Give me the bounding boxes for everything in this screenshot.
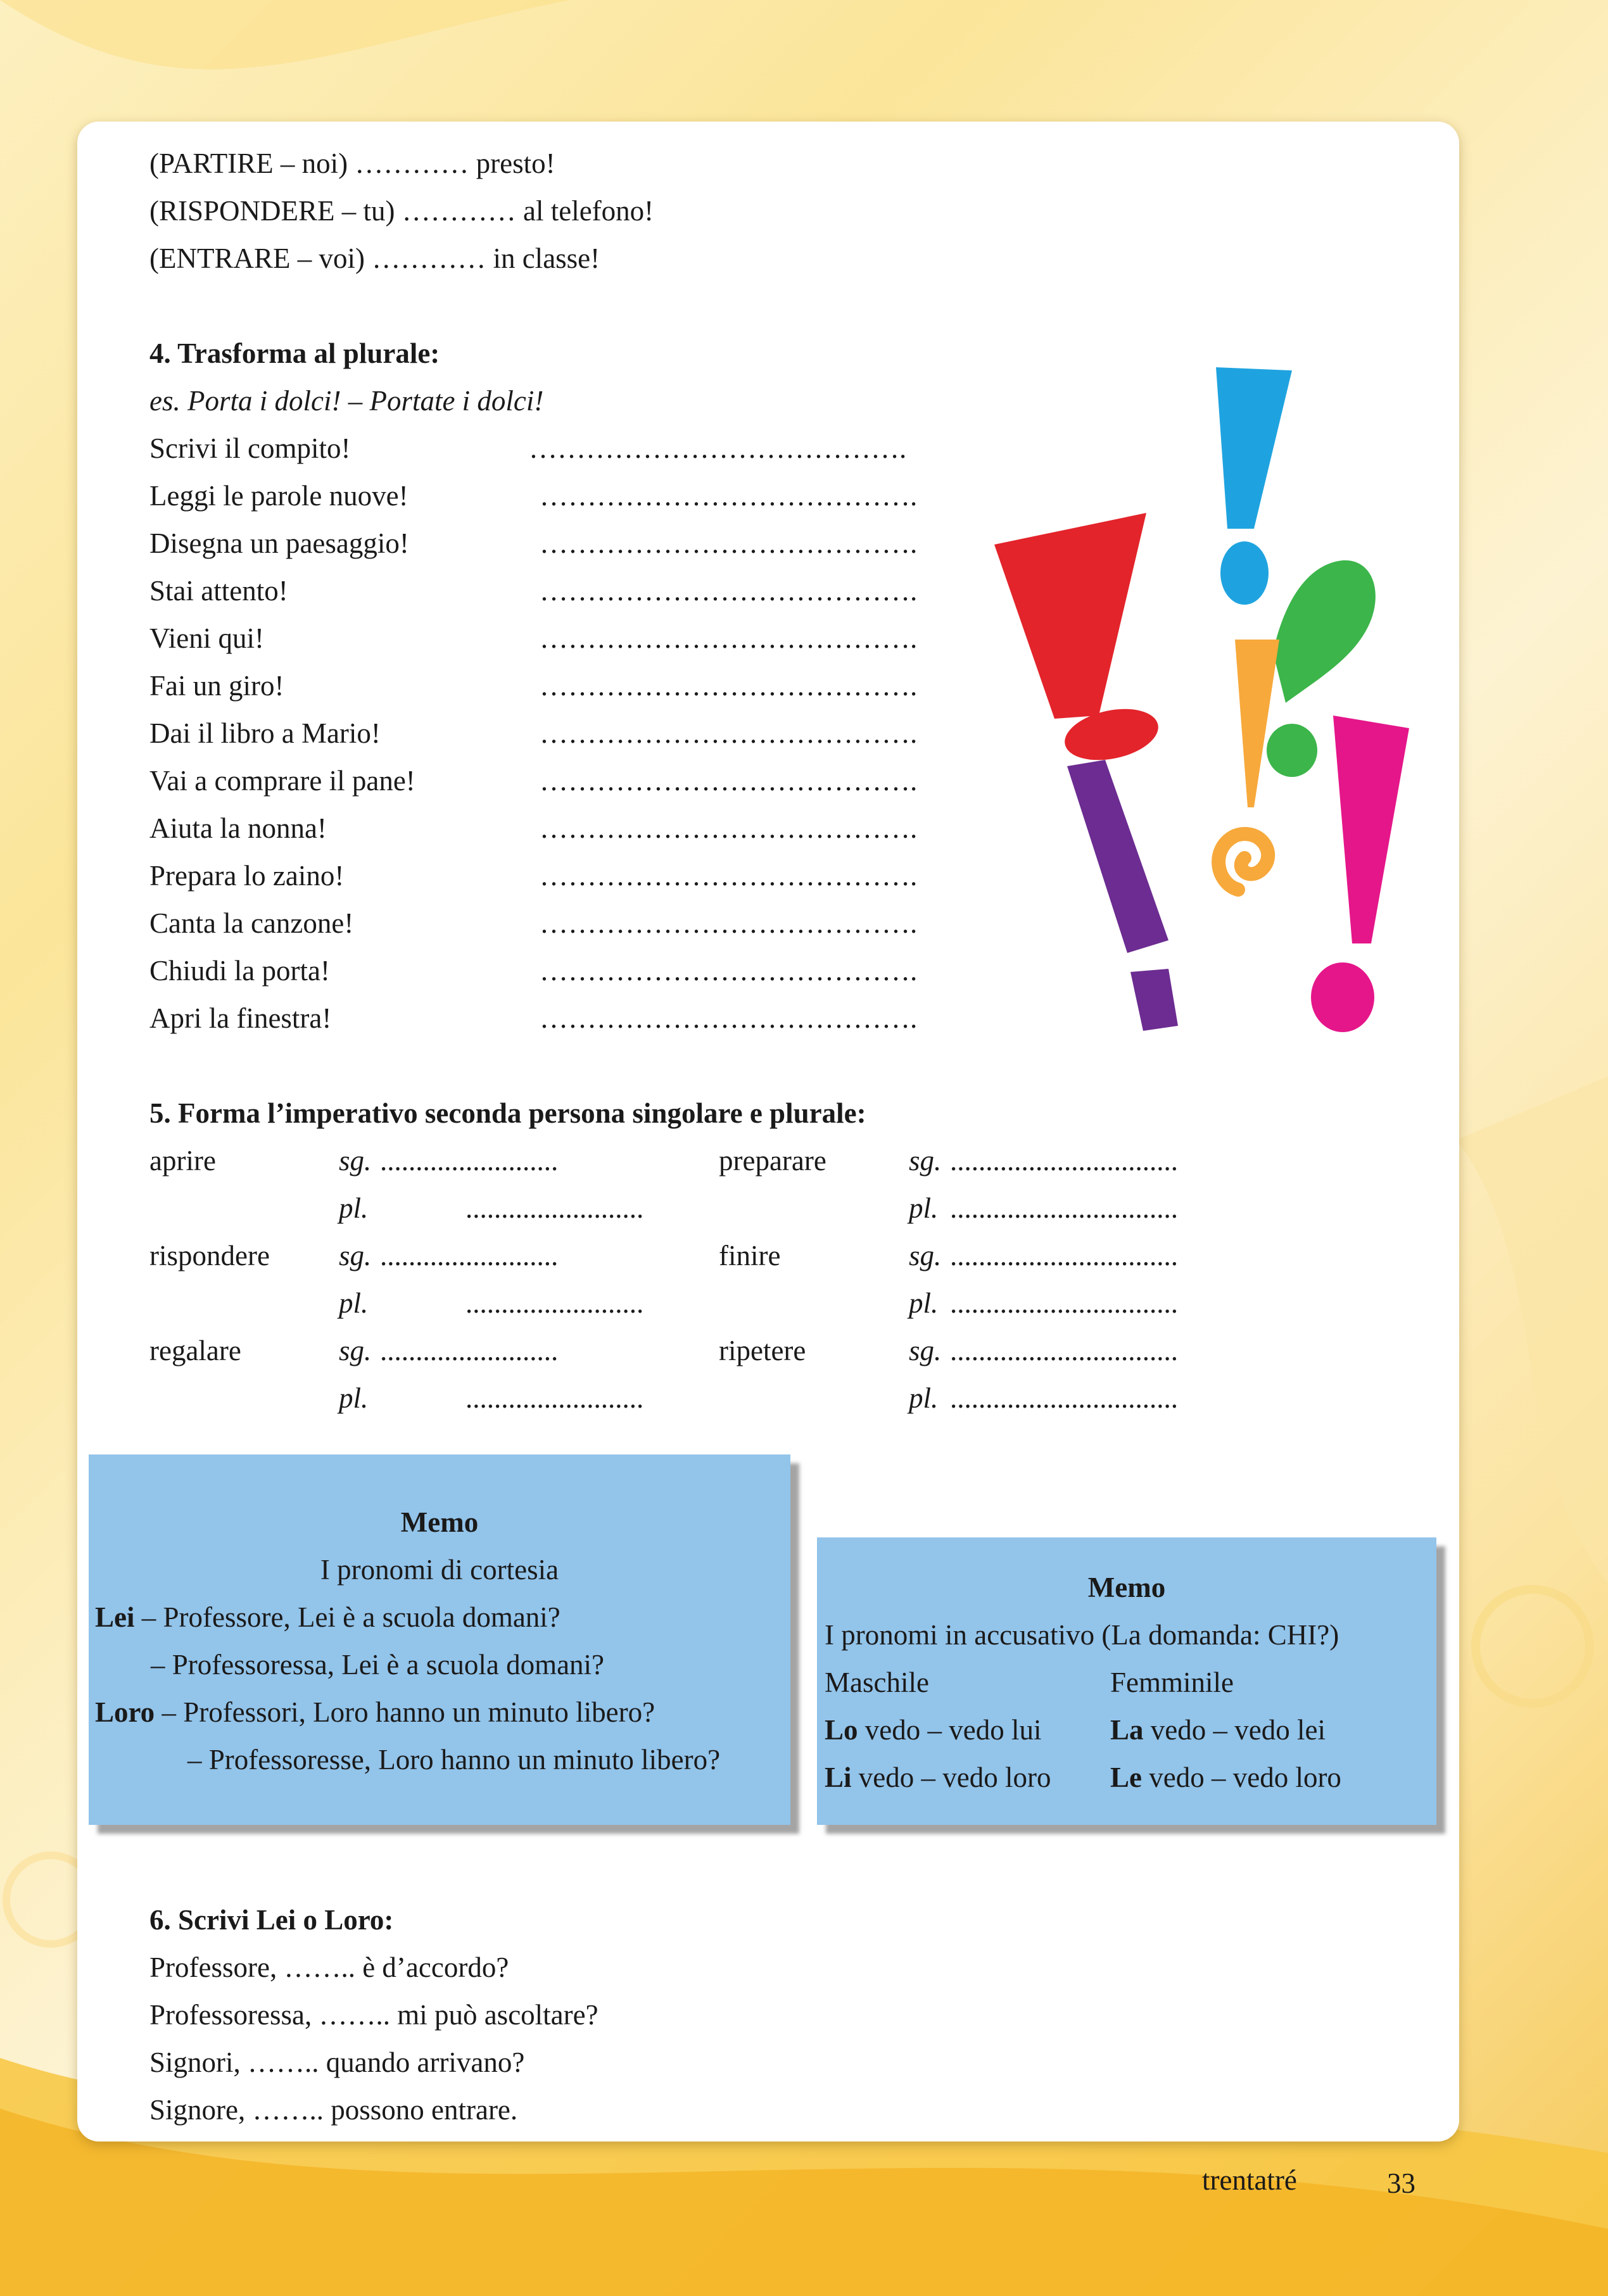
sg-label: sg. [339, 1335, 372, 1366]
pl-label: pl. [339, 1382, 369, 1414]
memo-line [95, 1599, 560, 1635]
answer-blank: …………………………………. [529, 432, 907, 464]
exercise-line: Professore, …….. è d’accordo? [149, 1952, 509, 1983]
answer-blank: …………………………………. [540, 527, 918, 559]
answer-blank: …………………………………. [540, 480, 918, 512]
pl-label: pl. [909, 1192, 939, 1224]
exercise-item: Disegna un paesaggio! [149, 527, 409, 559]
sg-label: sg. [909, 1145, 942, 1176]
verb-label: finire [719, 1240, 781, 1271]
exercise-item: Fai un giro! [149, 670, 284, 702]
memo-line [1110, 1760, 1341, 1795]
verb-label: preparare [719, 1145, 826, 1176]
answer-blank: ................................ [950, 1382, 1178, 1414]
answer-blank: …………………………………. [540, 670, 918, 702]
pl-label: pl. [909, 1382, 939, 1414]
memo-line [1110, 1712, 1326, 1748]
pronoun-label: La [1110, 1714, 1144, 1746]
pl-label: pl. [339, 1192, 369, 1224]
answer-blank: ......................... [380, 1145, 559, 1176]
pl-label: pl. [909, 1287, 939, 1319]
exercise-line: Professoressa, …….. mi può ascoltare? [149, 1999, 598, 2031]
sg-label: sg. [339, 1145, 372, 1176]
exercise-4-example: es. Porta i dolci! – Portate i dolci! [149, 385, 544, 417]
memo-text: – Professori, Loro hanno un minuto libero? [155, 1696, 655, 1728]
memo-line [825, 1712, 1041, 1748]
column-header-feminine: Femminile [1110, 1667, 1234, 1698]
exercise-item: Canta la canzone! [149, 907, 354, 939]
memo-title: Memo [400, 1506, 479, 1538]
exercise-line: Signore, …….. possono entrare. [149, 2094, 518, 2126]
answer-blank: ................................ [950, 1240, 1178, 1271]
answer-blank: …………………………………. [540, 1002, 918, 1034]
verb-label: ripetere [719, 1335, 806, 1366]
page-number: 33 [1387, 2167, 1415, 2199]
answer-blank: …………………………………. [540, 765, 918, 797]
pronoun-label: Li [825, 1762, 852, 1793]
exercise-item: Apri la finestra! [149, 1002, 332, 1034]
answer-blank: ......................... [380, 1240, 559, 1271]
memo-text: vedo – vedo loro [1142, 1762, 1341, 1793]
exercise-item: Chiudi la porta! [149, 955, 330, 987]
exercise-item: Stai attento! [149, 575, 288, 607]
answer-blank: …………………………………. [540, 860, 918, 892]
answer-blank: …………………………………. [540, 955, 918, 987]
sg-label: sg. [909, 1335, 942, 1366]
page-number-words: trentatré [1202, 2164, 1297, 2196]
column-header-masculine: Maschile [825, 1667, 929, 1698]
exercise-4-title: 4. Trasforma al plurale: [149, 337, 440, 369]
answer-blank: …………………………………. [540, 717, 918, 749]
verb-label: rispondere [149, 1240, 270, 1271]
memo-line [95, 1694, 655, 1730]
exercise-line: (ENTRARE – voi) ………… in classe! [149, 243, 600, 274]
exercise-item: Leggi le parole nuove! [149, 480, 408, 512]
answer-blank: …………………………………. [540, 622, 918, 654]
memo-text: – Professore, Lei è a scuola domani? [134, 1601, 560, 1633]
verb-label: aprire [149, 1145, 216, 1176]
pl-label: pl. [339, 1287, 369, 1319]
answer-blank: ......................... [380, 1335, 559, 1366]
exercise-item: Dai il libro a Mario! [149, 717, 381, 749]
exclamation-marks-illustration [988, 355, 1431, 1051]
answer-blank: ......................... [465, 1287, 644, 1319]
exercise-line: Signori, …….. quando arrivano? [149, 2047, 525, 2078]
exercise-item: Vai a comprare il pane! [149, 765, 415, 797]
exercise-item: Scrivi il compito! [149, 432, 351, 464]
answer-blank: …………………………………. [540, 907, 918, 939]
pronoun-label: Lo [825, 1714, 858, 1746]
exercise-5-title: 5. Forma l’imperativo seconda persona singolare e plurale: [149, 1097, 866, 1129]
answer-blank: …………………………………. [540, 575, 918, 607]
memo-text: vedo – vedo loro [851, 1762, 1051, 1793]
exercise-line: (PARTIRE – noi) ………… presto! [149, 148, 555, 179]
verb-label: regalare [149, 1335, 241, 1366]
memo-title: Memo [1087, 1572, 1166, 1603]
answer-blank: ......................... [465, 1192, 644, 1224]
answer-blank: ................................ [950, 1145, 1178, 1176]
answer-blank: …………………………………. [540, 812, 918, 844]
exercise-line: (RISPONDERE – tu) ………… al telefono! [149, 195, 654, 227]
sg-label: sg. [909, 1240, 942, 1271]
memo-subtitle: I pronomi di cortesia [320, 1554, 559, 1586]
exercise-6-title: 6. Scrivi Lei o Loro: [149, 1904, 394, 1936]
pronoun-label: Loro [95, 1696, 155, 1728]
answer-blank: ......................... [465, 1382, 644, 1414]
memo-text: vedo – vedo lui [858, 1714, 1042, 1746]
memo-line [825, 1760, 1051, 1795]
memo-subtitle: I pronomi in accusativo (La domanda: CHI?) [825, 1619, 1339, 1651]
sg-label: sg. [339, 1240, 372, 1271]
answer-blank: ................................ [950, 1335, 1178, 1366]
answer-blank: ................................ [950, 1287, 1178, 1319]
memo-text: vedo – vedo lei [1143, 1714, 1326, 1746]
memo-line: – Professoresse, Loro hanno un minuto libero? [187, 1744, 721, 1776]
exercise-item: Prepara lo zaino! [149, 860, 345, 892]
answer-blank: ................................ [950, 1192, 1178, 1224]
memo-line: – Professoressa, Lei è a scuola domani? [151, 1649, 605, 1681]
exercise-item: Aiuta la nonna! [149, 812, 327, 844]
pronoun-label: Le [1110, 1762, 1142, 1793]
pronoun-label: Lei [95, 1601, 135, 1633]
exercise-item: Vieni qui! [149, 622, 265, 654]
